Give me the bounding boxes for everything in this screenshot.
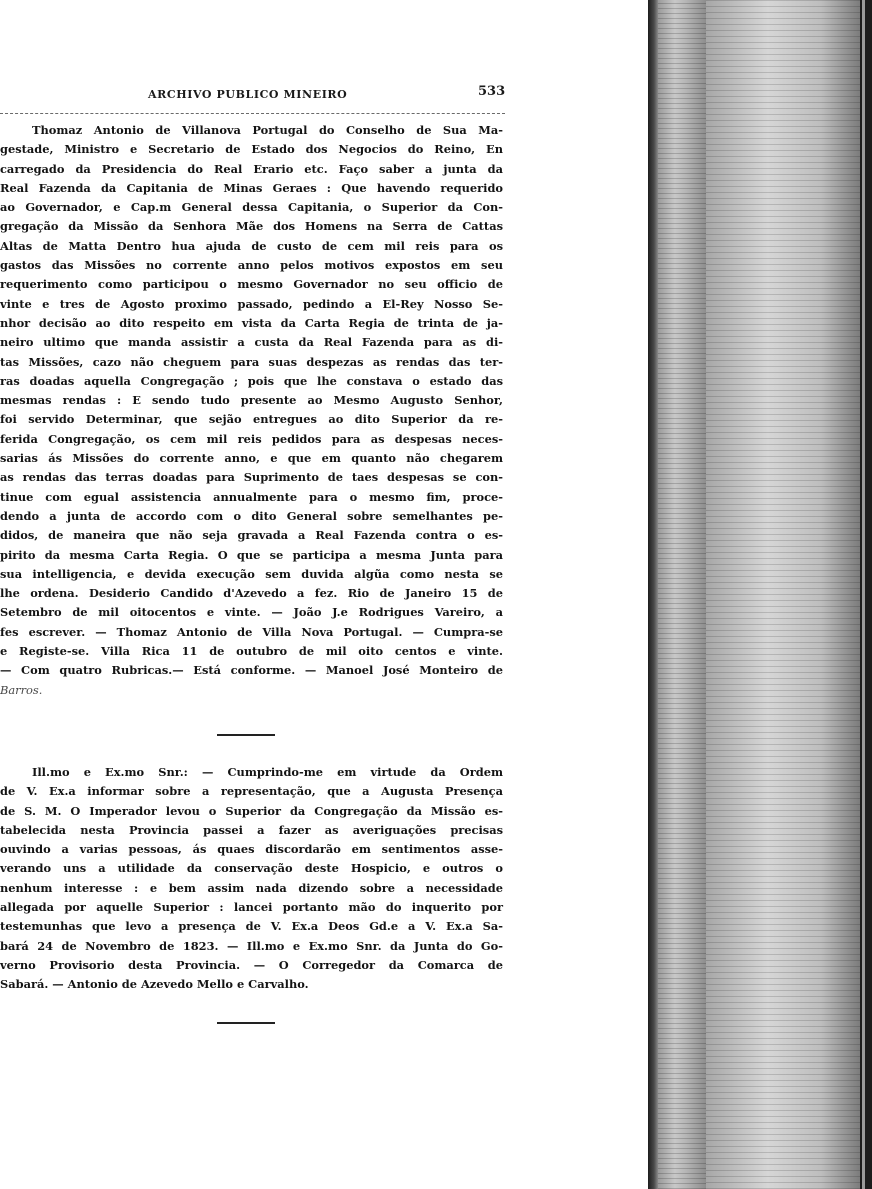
text-line: didos, de maneira que não seja gravada a Real Fazenda contra o es- <box>0 528 503 543</box>
text-line: Real Fazenda da Capitania de Minas Geraes : Que havendo requerido <box>0 180 503 195</box>
text-line: gastos das Missões no corrente anno pelos motivos expostos em seu <box>0 258 503 273</box>
page-edge-stack <box>706 0 860 1189</box>
text-line: tas Missões, cazo não cheguem para suas despezas as rendas das ter- <box>0 354 503 369</box>
text-line: neiro ultimo que manda assistir a custa da Real Fazenda para as di- <box>0 335 503 350</box>
text-line: Setembro de mil oitocentos e vinte. — João J.e Rodrigues Vareiro, a <box>0 605 503 620</box>
page-number: 533 <box>478 84 506 99</box>
text-line: nenhum interesse : e bem assim nada dizendo sobre a necessidade <box>0 880 503 895</box>
text-line: pirito da mesma Carta Regia. O que se participa a mesma Junta para <box>0 547 503 562</box>
text-line: mesmas rendas : E sendo tudo presente ao Mesmo Augusto Senhor, <box>0 393 503 408</box>
text-line: Barros. <box>0 682 43 697</box>
text-line: as rendas das terras doadas para Suprimento de taes despesas se con- <box>0 470 503 485</box>
text-line: fes escrever. — Thomaz Antonio de Villa Nova Portugal. — Cumpra-se <box>0 624 503 639</box>
book-spine <box>658 0 706 1189</box>
gutter-shadow <box>648 0 658 1189</box>
text-line: sarias ás Missões do corrente anno, e que em quanto não chegarem <box>0 451 503 466</box>
text-line: ferida Congregação, os cem mil reis pedidos para as despesas neces- <box>0 431 503 446</box>
text-line: verno Provisorio desta Provincia. — O Corregedor da Comarca de <box>0 957 503 972</box>
text-line: ao Governador, e Cap.m General dessa Capitania, o Superior da Con- <box>0 200 503 215</box>
text-line: vinte e tres de Agosto proximo passado, pedindo a El-Rey Nosso Se- <box>0 296 503 311</box>
document-report-text <box>0 763 503 995</box>
text-line: testemunhas que levo a presença de V. Ex.a Deos Gd.e a V. Ex.a Sa- <box>0 919 503 934</box>
text-line: tabelecida nesta Provincia passei a fazer as averiguações precisas <box>0 822 503 837</box>
text-line: e Registe-se. Villa Rica 11 de outubro de mil oito centos e vinte. <box>0 644 503 659</box>
running-head <box>0 84 520 108</box>
section-divider <box>217 734 275 736</box>
text-line: ouvindo a varias pessoas, ás quaes discordarão em sentimentos asse- <box>0 842 503 857</box>
text-line: Ill.mo e Ex.mo Snr.: — Cumprindo-me em virtude da Ordem <box>32 765 503 779</box>
text-line: carregado da Presidencia do Real Erario etc. Faço saber a junta da <box>0 161 503 176</box>
text-line: foi servido Determinar, que sejão entregues ao dito Superior da re- <box>0 412 503 427</box>
text-line: Sabará. — Antonio de Azevedo Mello e Carvalho. <box>0 977 309 992</box>
text-line: — Com quatro Rubricas.— Está conforme. — Manoel José Monteiro de <box>0 663 503 678</box>
text-line: de S. M. O Imperador levou o Superior da Congregação da Missão es- <box>0 803 503 818</box>
book-binding-edge <box>648 0 872 1189</box>
text-line: de V. Ex.a informar sobre a representação, que a Augusta Presença <box>0 784 503 799</box>
text-line: gregação da Missão da Senhora Mãe dos Homens na Serra de Cattas <box>0 219 503 234</box>
text-line: gestade, Ministro e Secretario de Estado dos Negocios do Reino, En <box>0 142 503 157</box>
section-divider <box>217 1022 275 1024</box>
cover-edge-highlight <box>862 0 865 1189</box>
text-line: verando uns a utilidade da conservação deste Hospicio, e outros o <box>0 861 503 876</box>
text-line: dendo a junta de accordo com o dito General sobre semelhantes pe- <box>0 508 503 523</box>
text-line: sua intelligencia, e devida execução sem duvida algũa como nesta se <box>0 566 503 581</box>
text-line: allegada por aquelle Superior : lancei portanto mão do inquerito por <box>0 900 503 915</box>
text-line: tinue com egual assistencia annualmente para o mesmo fim, proce- <box>0 489 503 504</box>
text-line: Thomaz Antonio de Villanova Portugal do Conselho de Sua Ma- <box>32 123 503 137</box>
text-line: ras doadas aquella Congregação ; pois que lhe constava o estado das <box>0 373 503 388</box>
text-line: Altas de Matta Dentro hua ajuda de custo de cem mil reis para os <box>0 238 503 253</box>
header-rule <box>0 113 505 114</box>
text-line: requerimento como participou o mesmo Governador no seu officio de <box>0 277 503 292</box>
text-line: lhe ordena. Desiderio Candido d'Azevedo a fez. Rio de Janeiro 15 de <box>0 586 503 601</box>
text-line: nhor decisão ao dito respeito em vista da Carta Regia de trinta de ja- <box>0 315 503 330</box>
text-line: bará 24 de Novembro de 1823. — Ill.mo e Ex.mo Snr. da Junta do Go- <box>0 938 503 953</box>
document-provision-text <box>0 121 503 700</box>
running-title: ARCHIVO PUBLICO MINEIRO <box>148 88 348 101</box>
